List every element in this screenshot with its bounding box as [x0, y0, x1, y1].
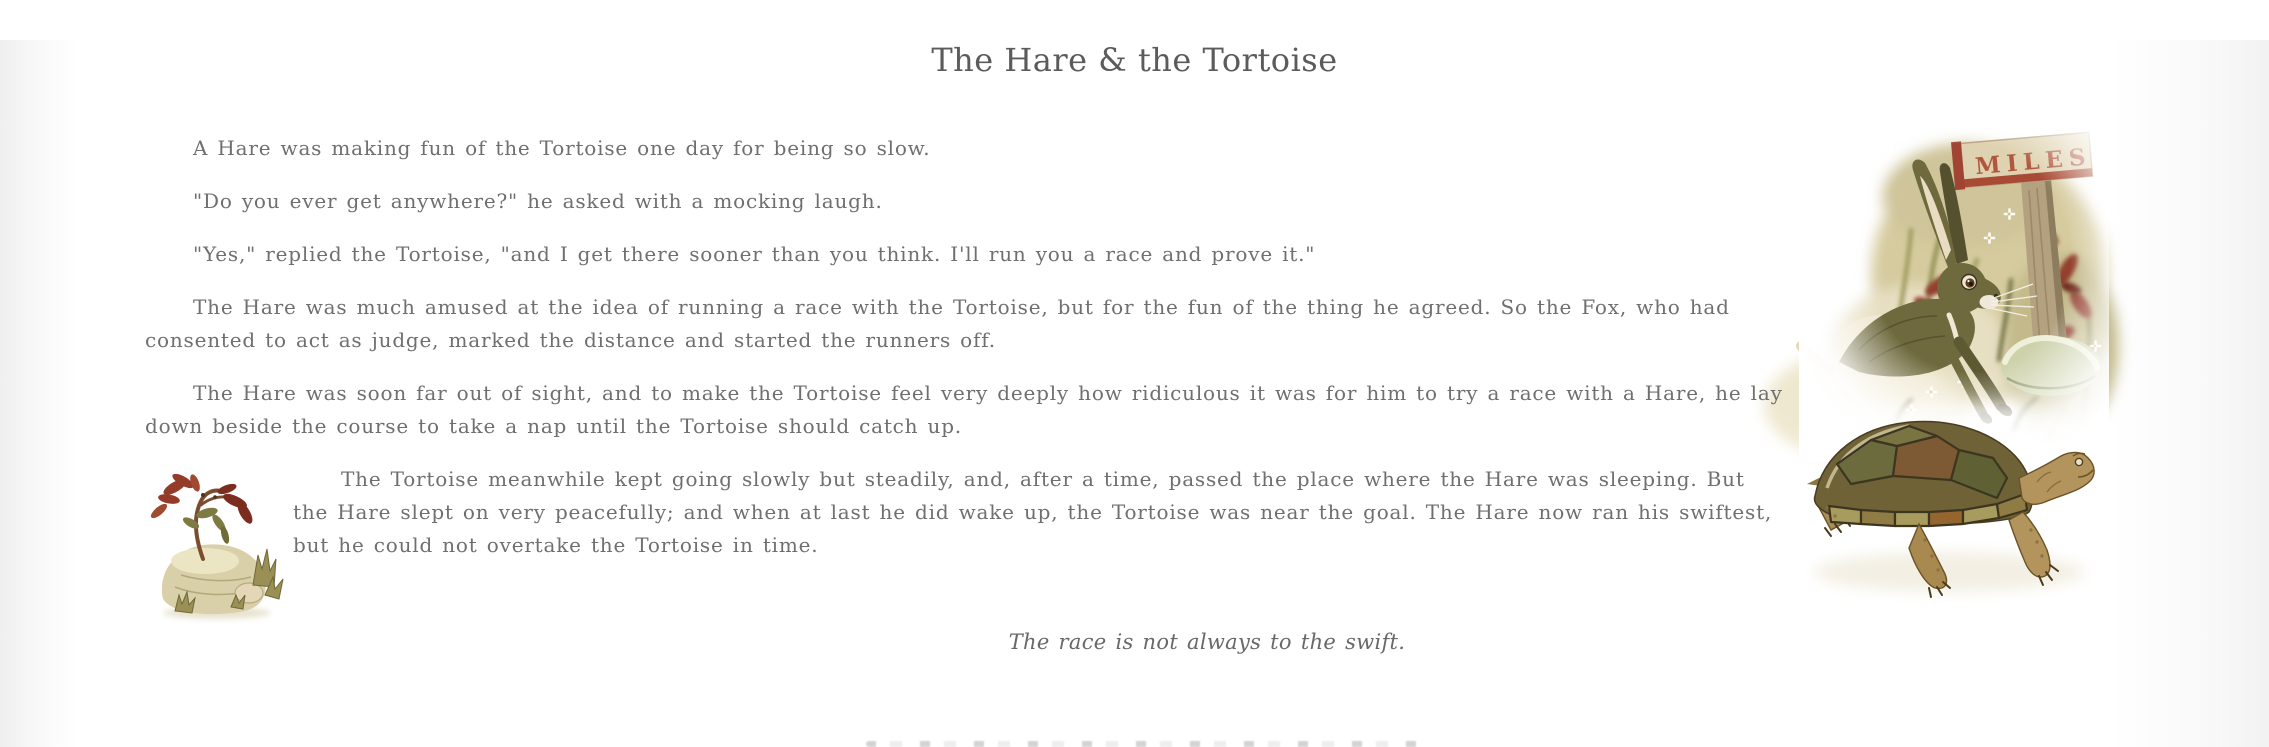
hare-and-tortoise-image	[1799, 110, 2109, 600]
plant-and-rock-image	[145, 467, 295, 619]
story-paragraph: The Hare was soon far out of sight, and to make the Tortoise feel very deeply how ridiculous it was for him to try a race with a Hare, he lay down beside the course to take a nap until the Tortoise should catch up.	[145, 381, 1783, 438]
tortoise-figure	[1804, 402, 2094, 597]
page-left-edge-shadow	[0, 40, 78, 747]
fable-page	[0, 40, 2269, 747]
story-paragraph: The Tortoise meanwhile kept going slowly but steadily, and, after a time, passed the place where the Hare was sleeping. But the Hare slept on very peacefully; and when at last he did wake up, the Tortoise was near the goal. The Hare now ran his swiftest, but he could not overtake the Tortoise in time.	[293, 467, 1773, 557]
story-text	[145, 80, 2269, 659]
story-paragraph: "Yes," replied the Tortoise, "and I get there sooner than you think. I'll run you a race and prove it."	[193, 242, 1316, 266]
hare-and-tortoise-illustration	[1799, 110, 2269, 602]
story-paragraph: "Do you ever get anywhere?" he asked with a mocking laugh.	[193, 189, 883, 213]
next-page-text-peek	[866, 741, 1418, 747]
story-paragraph: The Hare was much amused at the idea of running a race with the Tortoise, but for the fun of the thing he agreed. So the Fox, who had consented to act as judge, marked the distance and started the runners off.	[145, 295, 1730, 352]
moral-text: The race is not always to the swift.	[1008, 630, 1406, 654]
page-title: The Hare & the Tortoise	[931, 41, 1338, 79]
plant-and-rock-illustration	[145, 467, 285, 619]
story-paragraph: A Hare was making fun of the Tortoise one day for being so slow.	[193, 136, 931, 160]
